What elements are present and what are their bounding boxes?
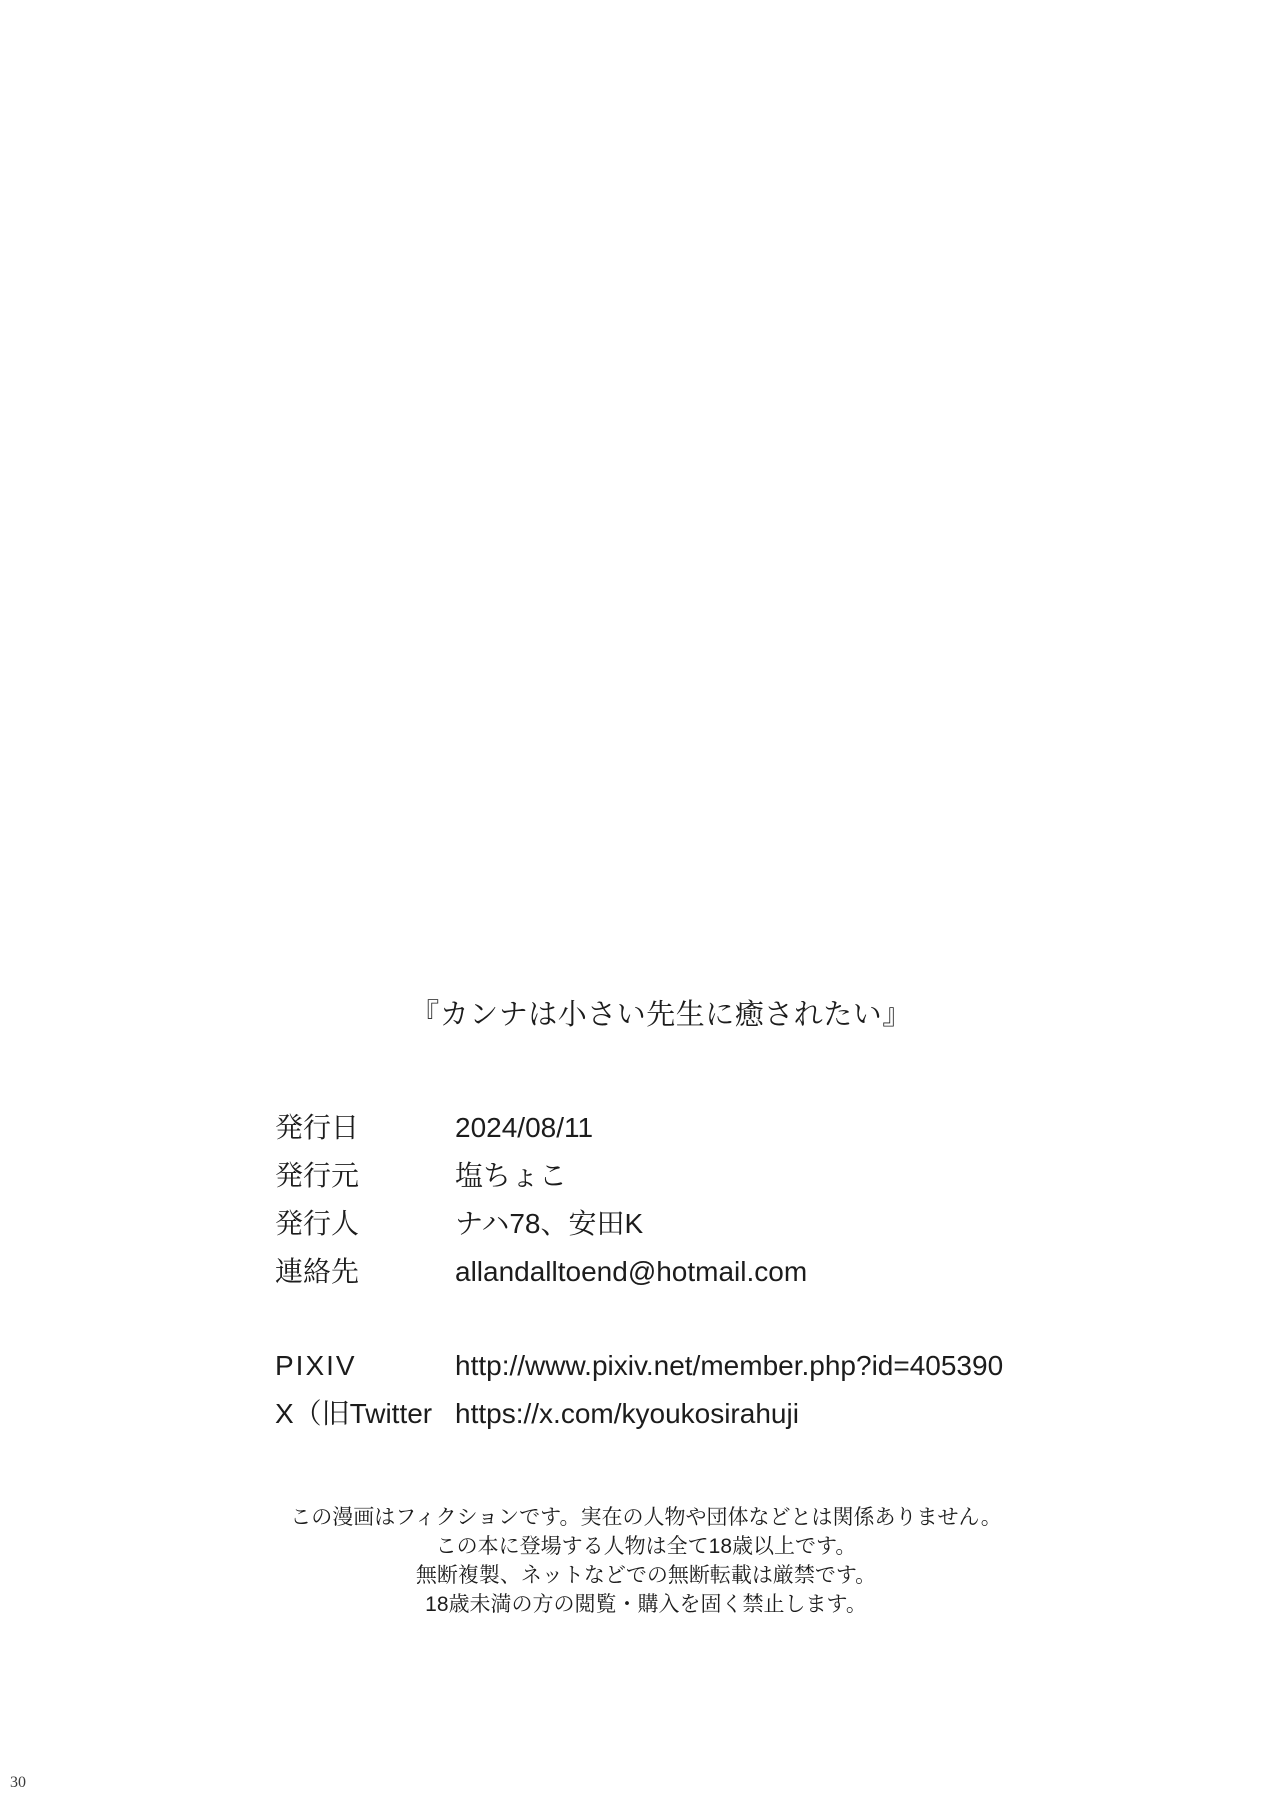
info-row-twitter — [275, 1390, 1003, 1438]
publication-info — [275, 1104, 807, 1296]
book-title: 『カンナは小さい先生に癒されたい』 — [410, 999, 912, 1031]
disclaimer-line-no-reproduction: 無断複製、ネットなどでの無断転載は厳禁です。 — [415, 1564, 877, 1587]
publication-date-value: 2024/08/11 — [455, 1112, 594, 1143]
info-row-contact — [275, 1248, 807, 1296]
twitter-url: https://x.com/kyoukosirahuji — [455, 1398, 799, 1429]
contact-email: allandalltoend@hotmail.com — [455, 1256, 808, 1287]
issuer-value: ナハ78、安田K — [455, 1208, 644, 1239]
info-row-publisher — [275, 1152, 807, 1200]
disclaimer-line-under18: 18歳未満の方の閲覧・購入を固く禁止します。 — [425, 1593, 867, 1616]
page-number: 30 — [10, 1774, 26, 1791]
disclaimer-block — [12, 1503, 1280, 1619]
publication-date-label: 発行日 — [275, 1112, 360, 1143]
publisher-value: 塩ちょこ — [455, 1160, 568, 1191]
author-links — [275, 1342, 1003, 1438]
info-row-issuer — [275, 1200, 807, 1248]
info-row-pixiv — [275, 1342, 1003, 1390]
publisher-label: 発行元 — [275, 1160, 360, 1191]
twitter-label: X（旧Twitter — [275, 1398, 433, 1429]
info-row-publication-date — [275, 1104, 807, 1152]
disclaimer-line-fiction: この漫画はフィクションです。実在の人物や団体などとは関係ありません。 — [290, 1506, 1002, 1529]
disclaimer-line-age: この本に登場する人物は全て18歳以上です。 — [435, 1535, 857, 1558]
issuer-label: 発行人 — [275, 1208, 360, 1239]
pixiv-url: http://www.pixiv.net/member.php?id=405390 — [455, 1350, 1004, 1381]
contact-label: 連絡先 — [275, 1256, 360, 1287]
pixiv-label: PIXIV — [275, 1350, 357, 1381]
